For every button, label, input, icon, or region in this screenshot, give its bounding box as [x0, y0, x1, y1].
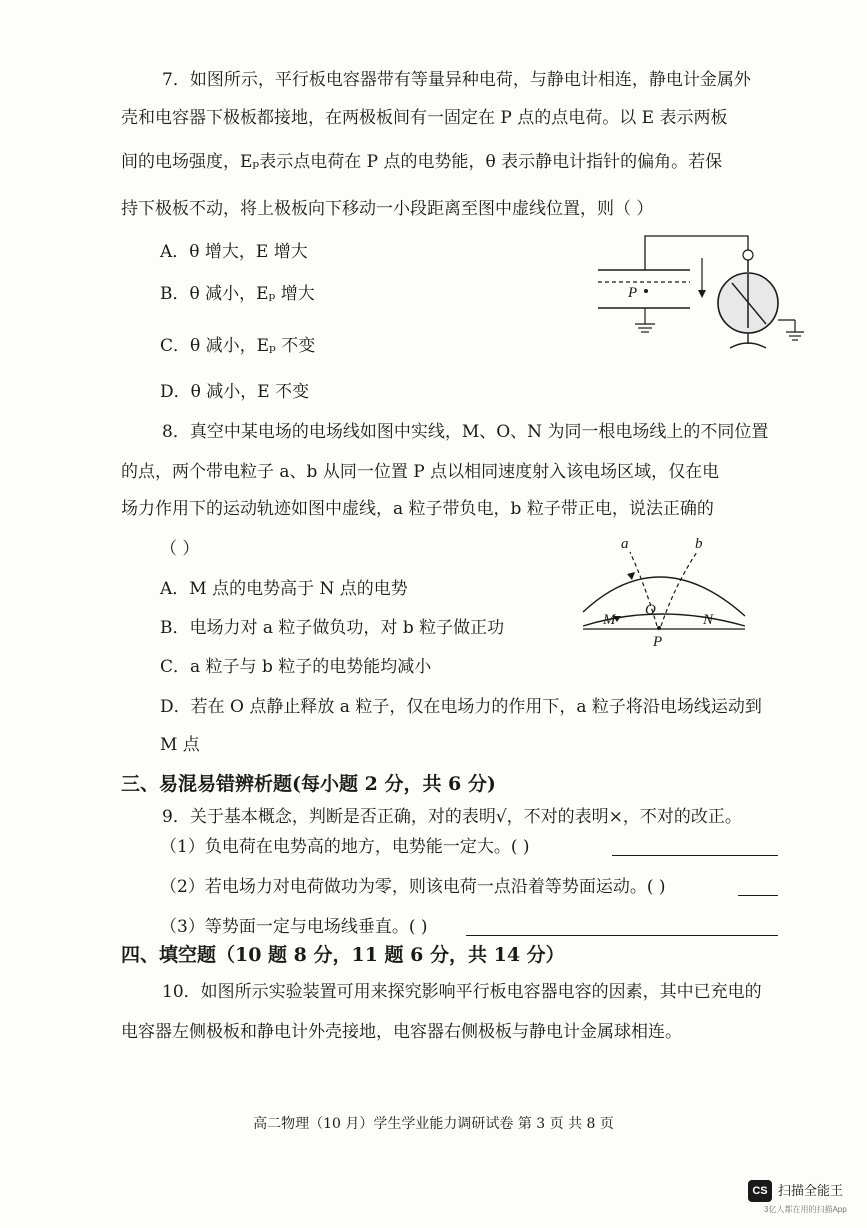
q7-option-c[interactable]: C．θ 减小，Eₚ 不变 [160, 336, 316, 356]
q9-item-1: （1）负电荷在电势高的地方，电势能一定大。( ) [160, 837, 530, 857]
q9-item-1-answer-blank[interactable] [612, 855, 778, 856]
q7-stem-line3: 间的电场强度，Eₚ表示点电荷在 P 点的电势能，θ 表示静电计指针的偏角。若保 [121, 152, 723, 172]
q8-fig-label-b: b [695, 536, 703, 552]
q7-option-a[interactable]: A．θ 增大，E 增大 [160, 242, 308, 262]
q8-stem-line4: （ ） [160, 539, 200, 559]
q8-option-d-line1[interactable]: D．若在 O 点静止释放 a 粒子，仅在电场力的作用下，a 粒子将沿电场线运动到 [160, 697, 762, 717]
watermark-brand: 扫描全能王 [778, 1183, 844, 1198]
q8-stem-line3: 场力作用下的运动轨迹如图中虚线，a 粒子带负电，b 粒子带正电，说法正确的 [121, 499, 714, 519]
q8-option-c[interactable]: C．a 粒子与 b 粒子的电势能均减小 [160, 657, 432, 677]
q10-stem-line1: 10．如图所示实验装置可用来探究影响平行板电容器电容的因素，其中已充电的 [162, 982, 762, 1002]
q8-option-b[interactable]: B．电场力对 a 粒子做负功，对 b 粒子做正功 [160, 618, 505, 638]
q7-option-d[interactable]: D．θ 减小，E 不变 [160, 382, 310, 402]
q9-stem: 9．关于基本概念，判断是否正确，对的表明√，不对的表明×，不对的改正。 [162, 807, 742, 827]
q7-stem-line1: 7．如图所示，平行板电容器带有等量异种电荷，与静电计相连，静电计金属外 [162, 70, 751, 90]
q9-item-3: （3）等势面一定与电场线垂直。( ) [160, 917, 428, 937]
q8-fig-label-a: a [621, 536, 629, 552]
q8-option-a[interactable]: A．M 点的电势高于 N 点的电势 [160, 579, 408, 599]
q10-stem-line2: 电容器左侧极板和静电计外壳接地，电容器右侧极板与静电计金属球相连。 [121, 1022, 682, 1042]
page-footer: 高二物理（10 月）学生学业能力调研试卷 第 3 页 共 8 页 [253, 1116, 614, 1132]
q8-stem-line1: 8．真空中某电场的电场线如图中实线，M、O、N 为同一根电场线上的不同位置 [162, 422, 769, 442]
q8-fig-label-n: N [703, 612, 714, 628]
q8-option-d-line2: M 点 [160, 735, 200, 755]
q7-stem-line2: 壳和电容器下极板都接地，在两极板间有一固定在 P 点的点电荷。以 E 表示两板 [121, 108, 728, 128]
camscanner-logo-icon: CS [748, 1180, 772, 1202]
field-lines-figure [575, 530, 755, 650]
section3-heading: 三、易混易错辨析题(每小题 2 分，共 6 分) [121, 773, 496, 795]
q7-stem-line4: 持下极板不动，将上极板向下移动一小段距离至图中虚线位置，则（ ） [121, 199, 654, 219]
q9-item-2: （2）若电场力对电荷做功为零，则该电荷一点沿着等势面运动。( ) [160, 877, 666, 897]
q8-stem-line2: 的点，两个带电粒子 a、b 从同一位置 P 点以相同速度射入该电场区域，仅在电 [121, 462, 720, 482]
capacitor-electrometer-figure [590, 228, 815, 358]
q8-fig-label-m: M [603, 612, 616, 628]
q9-item-3-answer-blank[interactable] [466, 935, 778, 936]
section4-heading: 四、填空题（10 题 8 分，11 题 6 分，共 14 分） [121, 944, 565, 966]
q9-item-2-answer-blank[interactable] [738, 895, 778, 896]
q7-option-b[interactable]: B．θ 减小，Eₚ 增大 [160, 284, 315, 304]
q7-fig-label-p: P [628, 285, 638, 301]
q8-fig-label-o: O [645, 602, 656, 618]
q8-fig-label-p: P [653, 634, 663, 650]
watermark-subtitle: 3亿人都在用的扫描App [764, 1205, 847, 1214]
